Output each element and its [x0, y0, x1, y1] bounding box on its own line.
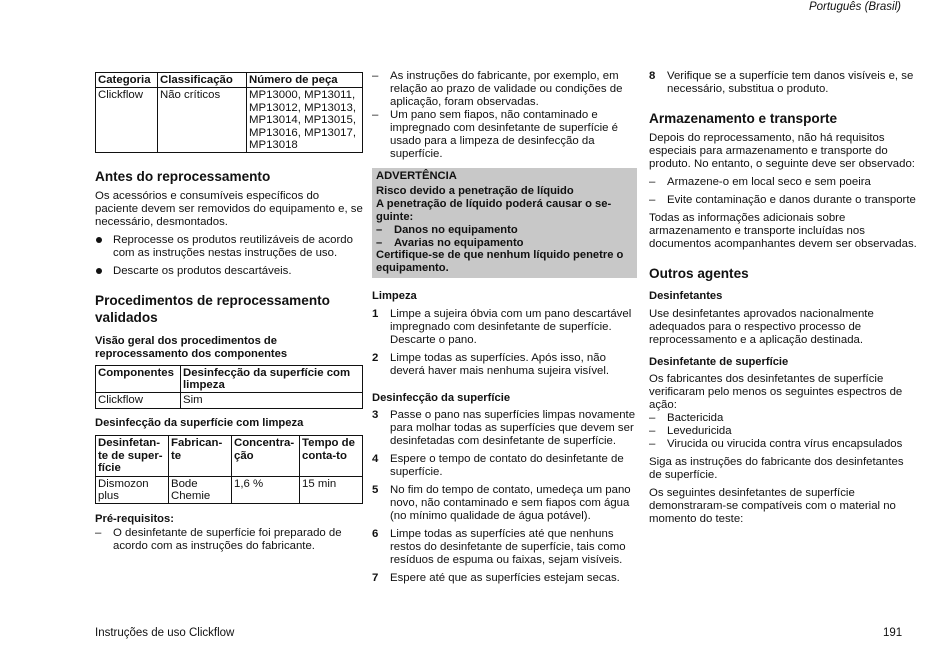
dash-marker: – [649, 194, 656, 206]
step-number: 8 [649, 70, 656, 82]
warning-title: ADVERTÊNCIA [376, 170, 457, 182]
step-item: 6 Limpe todas as superfícies até que nenhuns restos do desinfetante de superfície, tais como resíduos de espuma ou faixas, sejam visíveis. [372, 528, 626, 567]
step-number: 3 [372, 409, 379, 422]
column-right [649, 70, 917, 526]
step-item: 3 Passe o pano nas superfícies limpas novamente para molhar todas as superfícies que devem ser desinfetadas com desinfetante de superfície. [372, 409, 636, 448]
table-header-row [96, 436, 363, 476]
subsection-heading: Desinfetantes [649, 290, 723, 302]
list-item: – As instruções do fabricante, por exemplo, em relação ao prazo de validade ou condições de aplicação, foram observadas. [372, 70, 623, 108]
table-cell: Não críticos [158, 88, 247, 153]
step-number: 7 [372, 572, 379, 585]
table-cell: Sim [181, 393, 363, 408]
warning-line: A penetração de líquido poderá causar o se-guinte: [376, 197, 612, 223]
section-heading: Armazenamento e transporte [649, 111, 838, 126]
step-item: 8 Verifique se a superfície tem danos visíveis e, se necessário, substitua o produto. [649, 70, 914, 95]
table-header-row [96, 365, 363, 393]
dash-marker: – [649, 438, 656, 451]
table-header-cell: Desinfetan-te de super-fície [96, 436, 169, 476]
table-header-cell: Concentra-ção [232, 436, 300, 476]
paragraph: Use desinfetantes aprovados nacionalmente adequados para o respectivo processo de reprocessamento e a aplicação destinada. [649, 307, 874, 346]
step-number: 5 [372, 484, 379, 497]
dash-marker: – [372, 109, 379, 121]
step-item: 7 Espere até que as superfícies estejam secas. [372, 572, 620, 585]
warning-item: – Danos no equipamento [376, 223, 518, 236]
table-cell: Bode Chemie [169, 476, 232, 504]
paragraph: Depois do reprocessamento, não há requisitos especiais para armazenamento e transporte do produto. No entanto, o seguinte deve ser observado: [649, 132, 915, 170]
column-left [95, 70, 363, 553]
step-item: 4 Espere o tempo de contato do desinfetante de superfície. [372, 453, 624, 479]
table-header-row [96, 73, 363, 88]
subsection-heading: Limpeza [372, 290, 417, 303]
warning-line: Risco devido a penetração de líquido [376, 184, 574, 197]
paragraph: Todas as informações adicionais sobre armazenamento e transporte incluídas nos documentos acompanhantes devem ser observadas. [649, 212, 917, 250]
table-row [96, 88, 363, 153]
dash-marker: – [376, 236, 383, 249]
table-cell: Clickflow [96, 88, 158, 153]
dash-marker: – [649, 176, 656, 188]
step-number: 6 [372, 528, 379, 541]
section-heading: Outros agentes [649, 266, 749, 281]
dash-marker: – [95, 527, 102, 540]
warning-box [372, 168, 637, 278]
dash-marker: – [376, 223, 383, 236]
table-cell: Clickflow [96, 393, 181, 408]
table-row [96, 393, 363, 408]
language-label: Português (Brasil) [808, 1, 901, 13]
list-item: – Virucida ou virucida contra vírus encapsulados [649, 438, 903, 451]
step-item: 2 Limpe todas as superfícies. Após isso, não deverá haver mais nenhuma sujeira visível. [372, 351, 610, 377]
subsection-heading: Desinfecção da superfície [372, 391, 511, 404]
column-middle [372, 70, 637, 585]
disinfectant-table [95, 435, 363, 504]
section-heading: Procedimentos de reprocessamento validados [95, 293, 330, 326]
list-item: – Evite contaminação e danos durante o transporte [649, 194, 916, 206]
classification-table [95, 72, 363, 153]
paragraph: Os fabricantes dos desinfetantes de superfície verificaram pelo menos os seguintes espectros de ação: [649, 373, 903, 412]
list-item: Descarte os produtos descartáveis. [95, 265, 363, 278]
table-cell: MP13000, MP13011, MP13012, MP13013, MP13014, MP13015, MP13016, MP13017, MP13018 [247, 88, 363, 153]
step-number: 1 [372, 307, 379, 320]
step-number: 4 [372, 453, 379, 466]
table-header-cell: Fabrican-te [169, 436, 232, 476]
warning-line: Certifique-se de que nenhum líquido penetre o equipamento. [376, 249, 624, 275]
table-cell: 1,6 % [232, 476, 300, 504]
components-table [95, 365, 363, 409]
list-item: – Um pano sem fiapos, não contaminado e impregnado com desinfetante de superfície é usado para a limpeza de desinfecção da superfície. [372, 109, 618, 160]
paragraph: Os seguintes desinfetantes de superfície demonstraram-se compatíveis com o material no momento do teste: [649, 487, 896, 526]
page-number: 191 [883, 627, 903, 639]
list-item: – Bactericida [649, 412, 724, 425]
section-heading: Antes do reprocessamento [95, 169, 271, 185]
dash-marker: – [372, 70, 379, 82]
prerequisites-heading: Pré-requisitos: [95, 513, 174, 526]
table-cell: Dismozon plus [96, 476, 169, 504]
dash-marker: – [649, 412, 656, 425]
table-header-cell: Categoria [96, 73, 158, 88]
table-header-cell: Classificação [158, 73, 247, 88]
list-item: Reprocesse os produtos reutilizáveis de acordo com as instruções nestas instruções de uso. [95, 234, 363, 260]
table-header-cell: Componentes [96, 365, 181, 393]
subsection-heading: Visão geral dos procedimentos de reprocessamento dos componentes [95, 335, 288, 361]
table-header-cell: Desinfecção da superfície com limpeza [181, 365, 363, 393]
paragraph: Siga as instruções do fabricante dos desinfetantes de superfície. [649, 456, 904, 482]
paragraph: Os acessórios e consumíveis específicos do paciente devem ser removidos do equipamento e, se necessário, desmontados. [95, 190, 363, 229]
list-item: – O desinfetante de superfície foi preparado de acordo com as instruções do fabricante. [95, 527, 342, 553]
list-item: – Leveduricida [649, 425, 732, 438]
bullet-icon [96, 268, 102, 274]
table-cell: 15 min [300, 476, 363, 504]
table-header-cell: Tempo de conta-to [300, 436, 363, 476]
list-item: – Armazene-o em local seco e sem poeira [649, 176, 871, 188]
subsection-heading: Desinfetante de superfície [649, 355, 789, 368]
bullet-icon [96, 237, 102, 243]
table-header-cell: Número de peça [247, 73, 363, 88]
step-item: 5 No fim do tempo de contato, umedeça um pano novo, não contaminado e sem fiapos com água (no mínimo qualidade de água potável). [372, 484, 631, 523]
subsection-heading: Desinfecção da superfície com limpeza [95, 416, 304, 429]
table-row [96, 476, 363, 504]
step-item: 1 Limpe a sujeira óbvia com um pano descartável impregnado com desinfetante de superfície. Descarte o pano. [372, 307, 632, 346]
dash-marker: – [649, 425, 656, 438]
footer-title: Instruções de uso Clickflow [95, 627, 235, 639]
warning-item: – Avarias no equipamento [376, 236, 524, 249]
step-number: 2 [372, 351, 379, 364]
